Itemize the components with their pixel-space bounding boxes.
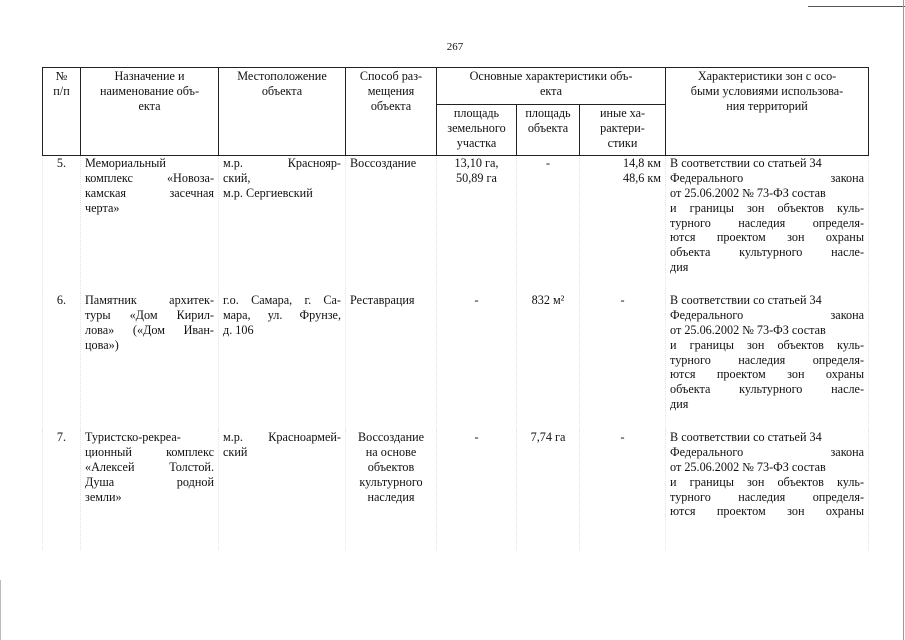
header-location: Местоположение объекта bbox=[219, 68, 346, 156]
other-characteristics: - bbox=[580, 430, 666, 550]
scan-edge-right bbox=[903, 0, 904, 640]
table-row bbox=[43, 293, 869, 430]
land-area: - bbox=[437, 430, 517, 550]
other-characteristics: - bbox=[580, 293, 666, 430]
object-purpose: Памятник архитек- туры «Дом Кирил- лова» («Дом Иван- цова») bbox=[81, 293, 219, 430]
object-purpose: Туристско-рекреа- ционный комплекс «Алексей Толстой. Душа родной земли» bbox=[81, 430, 219, 550]
land-area: 13,10 га, 50,89 га bbox=[437, 156, 517, 294]
land-area: - bbox=[437, 293, 517, 430]
placement-method: Воссоздание на основе объектов культурного наследия bbox=[346, 430, 437, 550]
object-location: г.о. Самара, г. Са- мара, ул. Фрунзе, д. 106 bbox=[219, 293, 346, 430]
object-area: 7,74 га bbox=[517, 430, 580, 550]
zone-characteristics: В соответствии со статьей 34 Федерального закона от 25.06.2002 № 73-ФЗ состав и границы зон объектов куль- турного наследия определя- ются проектом зон охраны объекта культурного насле- дия bbox=[666, 293, 869, 430]
header-number: № п/п bbox=[43, 68, 81, 156]
object-area: - bbox=[517, 156, 580, 294]
header-object-area: площадь объекта bbox=[517, 105, 580, 156]
header-zone-characteristics: Характеристики зон с осо- быми условиями использова- ния территорий bbox=[666, 68, 869, 156]
row-number: 7. bbox=[43, 430, 81, 550]
row-number: 6. bbox=[43, 293, 81, 430]
placement-method: Реставрация bbox=[346, 293, 437, 430]
header-other-characteristics: иные ха- рактери- стики bbox=[580, 105, 666, 156]
object-location: м.р. Краснояр- ский, м.р. Сергиевский bbox=[219, 156, 346, 294]
page-number: 267 bbox=[446, 41, 464, 53]
object-area: 832 м² bbox=[517, 293, 580, 430]
header-land-area: площадь земельного участка bbox=[437, 105, 517, 156]
table-row bbox=[43, 430, 869, 550]
object-location: м.р. Красноармей- ский bbox=[219, 430, 346, 550]
objects-table bbox=[42, 67, 869, 550]
header-placement-method: Способ раз- мещения объекта bbox=[346, 68, 437, 156]
header-main-characteristics: Основные характеристики объ- екта bbox=[437, 68, 666, 105]
object-purpose: Мемориальный комплекс «Новоза- камская засечная черта» bbox=[81, 156, 219, 294]
row-number: 5. bbox=[43, 156, 81, 294]
scan-edge-top bbox=[808, 6, 905, 7]
zone-characteristics: В соответствии со статьей 34 Федерального закона от 25.06.2002 № 73-ФЗ состав и границы зон объектов куль- турного наследия определя- ются проектом зон охраны объекта культурного насле- дия bbox=[666, 156, 869, 294]
placement-method: Воссоздание bbox=[346, 156, 437, 294]
zone-characteristics: В соответствии со статьей 34 Федерального закона от 25.06.2002 № 73-ФЗ состав и границы зон объектов куль- турного наследия определя- ются проектом зон охраны bbox=[666, 430, 869, 550]
table-row bbox=[43, 156, 869, 294]
other-characteristics: 14,8 км 48,6 км bbox=[580, 156, 666, 294]
header-purpose: Назначение и наименование объ- екта bbox=[81, 68, 219, 156]
scan-mark-left bbox=[0, 580, 1, 640]
